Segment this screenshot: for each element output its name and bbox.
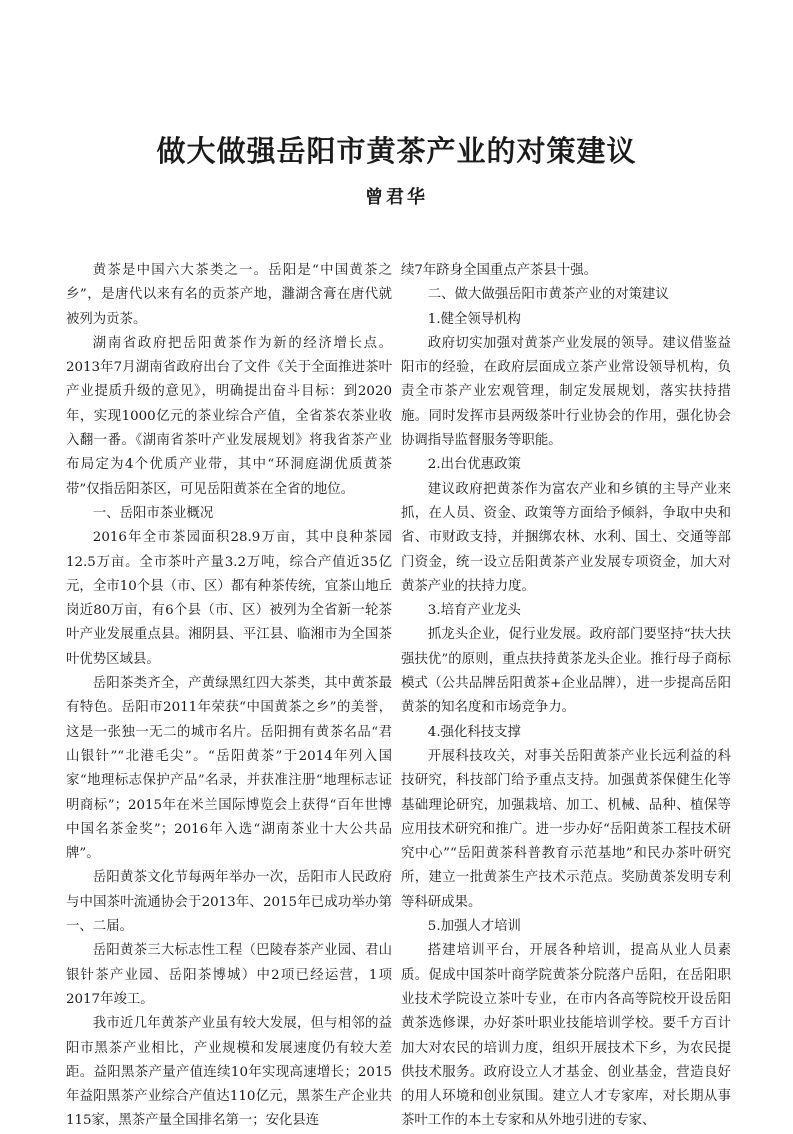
paragraph: 岳阳黄茶文化节每两年举办一次，岳阳市人民政府与中国茶叶流通协会于2013年、2015年已成功举办第一、二届。 [66, 870, 392, 935]
paragraph: 开展科技攻关，对事关岳阳黄茶产业长远利益的科技研究，科技部门给予重点支持。加强黄茶保健生化等基础理论研究，加强栽培、加工、机械、品种、植保等应用技术研究和推广。进一步办好“岳阳黄茶工程技术研究中心”“岳阳黄茶科普教育示范基地”和民办茶叶研究所，建立一批黄茶生产技术示范点。奖励黄茶发明专利等科研成果。 [401, 748, 731, 910]
paragraph: 2016年全市茶园面积28.9万亩，其中良种茶园12.5万亩。全市茶叶产量3.2万吨，综合产值近35亿元，全市10个县（市、区）都有种茶传统，宜茶山地丘岗近80万亩，有6个县（市、区）被列为全省新一轮茶叶产业发展重点县。湘阴县、平江县、临湘市为全国茶叶优势区域县。 [66, 530, 392, 667]
paragraph: 建议政府把黄茶作为富农产业和乡镇的主导产业来抓，在人员、资金、政策等方面给予倾斜，争取中央和省、市财政支持，并捆绑农林、水利、国土、交通等部门资金，统一设立岳阳黄茶产业发展专项资金，加大对黄茶产业的扶持力度。 [401, 481, 731, 594]
paragraph: 抓龙头企业，促行业发展。政府部门要坚持“扶大扶强扶优”的原则，重点扶持黄茶龙头企业。推行母子商标模式（公共品牌岳阳黄茶+企业品牌），进一步提高岳阳黄茶的知名度和市场竞争力。 [401, 627, 731, 716]
subsection-heading: 3.培育产业龙头 [427, 603, 521, 619]
paragraph: 黄茶是中国六大茶类之一。岳阳是“中国黄茶之乡”，是唐代以来有名的贡茶产地，灉湖含膏在唐代就被列为贡茶。 [66, 263, 392, 327]
left-column [66, 259, 392, 1134]
paragraph: 搭建培训平台，开展各种培训，提高从业人员素质。促成中国茶叶商学院黄茶分院落户岳阳，在岳阳职业技术学院设立茶叶专业，在市内各高等院校开设岳阳黄茶选修课，办好茶叶职业技能培训学校。要千方百计加大对农民的培训力度，组织开展技术下乡，为农民提供技术服务。政府设立人才基金、创业基金，营造良好的用人环境和创业氛围。建立人才专家库，对长期从事茶叶工作的本土专家和从外地引进的专家、 [401, 943, 731, 1129]
subsection-heading: 4.强化科技支撑 [427, 724, 521, 740]
right-column [401, 259, 731, 1134]
section-heading: 二、做大做强岳阳市黄茶产业的对策建议 [427, 287, 669, 303]
subsection-heading: 5.加强人才培训 [427, 919, 521, 935]
section-heading: 一、岳阳市茶业概况 [92, 505, 214, 521]
paragraph-continuation: 续7年跻身全国重点产茶县十强。 [401, 263, 597, 278]
page-title: 做大做强岳阳市黄茶产业的对策建议 [156, 134, 637, 168]
paragraph: 政府切实加强对黄茶产业发展的领导。建议借鉴益阳市的经验，在政府层面成立茶产业常设领导机构，负责全市茶产业宏观管理，制定发展规划，落实扶持措施。同时发挥市县两级茶叶行业协会的作用，强化协会协调指导监督服务等职能。 [401, 335, 731, 449]
paragraph: 岳阳黄茶三大标志性工程（巴陵春茶产业园、君山银针茶产业园、岳阳茶博城）中2项已经运营，1项2017年竣工。 [66, 943, 392, 1007]
subsection-heading: 2.出台优惠政策 [427, 457, 521, 473]
paragraph: 湖南省政府把岳阳黄茶作为新的经济增长点。2013年7月湖南省政府出台了文件《关于全面推进茶叶产业提质升级的意见》，明确提出奋斗目标：到2020年，实现1000亿元的茶业综合产值，全省茶农茶业收入翻一番。《湖南省茶叶产业发展规划》将我省茶产业布局定为4个优质产业带，其中“环洞庭湖优质黄茶带”仅指岳阳茶区，可见岳阳黄茶在全省的地位。 [66, 335, 392, 497]
subsection-heading: 1.健全领导机构 [427, 311, 521, 327]
paragraph: 我市近几年黄茶产业虽有较大发展，但与相邻的益阳市黑茶产业相比，产业规模和发展速度仍有较大差距。益阳黑茶产量产值连续10年实现高速增长；2015年益阳黑茶产业综合产值达110亿元，黑茶生产企业共115家，黑茶产量全国排名第一；安化县连 [66, 1016, 392, 1129]
author-name: 曾君华 [365, 187, 428, 208]
paragraph: 岳阳茶类齐全，产黄绿黑红四大茶类，其中黄茶最有特色。岳阳市2011年荣获“中国黄茶之乡”的美誉，这是一张独一无二的城市名片。岳阳拥有黄茶名品“君山银针”“北港毛尖”。“岳阳黄茶”于2014年列入国家“地理标志保护产品”名录，并获准注册“地理标志证明商标”；2015年在米兰国际博览会上获得“百年世博中国名茶金奖”；2016年入选“湖南茶业十大公共品牌”。 [66, 676, 392, 862]
